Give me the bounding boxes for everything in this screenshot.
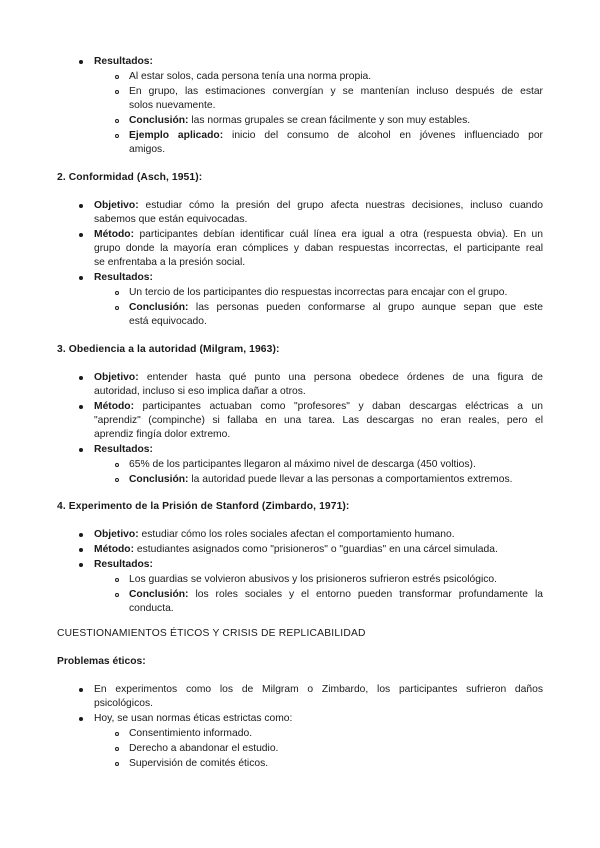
section-title-milgram: 3. Obediencia a la autoridad (Milgram, 1963): (57, 344, 280, 355)
ethics-heading: CUESTIONAMIENTOS ÉTICOS Y CRISIS DE REPLICABILIDAD (57, 628, 366, 639)
resultados-label: Resultados: (94, 56, 153, 67)
method-text: estudiantes asignados como "prisioneros" o "guardias" en una cárcel simulada. (136, 544, 498, 555)
bullet-circle (115, 75, 119, 79)
bullet-dot (79, 233, 83, 237)
bullet-circle (115, 134, 119, 138)
method-label: Método: (94, 229, 135, 240)
conclusion-continuation: conducta. (129, 603, 174, 614)
ethics-item: En experimentos como los de Milgram o Zimbardo, los participantes sufrieron daños (94, 684, 543, 695)
result-item: 65% de los participantes llegaron al máximo nivel de descarga (450 voltios). (129, 459, 476, 470)
bullet-circle (115, 478, 119, 482)
objective-text: entender hasta qué punto una persona obedece órdenes de una figura de (146, 372, 543, 383)
ethics-subheading: Problemas éticos: (57, 656, 146, 667)
example-text: inicio del consumo de alcohol en jóvenes influenciado por (232, 130, 543, 141)
resultados-label: Resultados: (94, 444, 153, 455)
result-item: En grupo, las estimaciones convergían y se mantenían incluso después de estar (129, 86, 543, 97)
method-text: participantes actuaban como "profesores" y daban descargas eléctricas a un (142, 401, 543, 412)
conclusion-item (129, 301, 543, 315)
bullet-dot (79, 563, 83, 567)
bullet-circle (115, 578, 119, 582)
bullet-circle (115, 119, 119, 123)
bullet-circle (115, 463, 119, 467)
bullet-dot (79, 204, 83, 208)
conclusion-label: Conclusión: (129, 115, 189, 126)
bullet-dot (79, 533, 83, 537)
objective-continuation: autoridad, incluso si eso implica dañar a otros. (94, 386, 306, 397)
conclusion-text: la autoridad puede llevar a las personas a comportamientos extremos. (191, 474, 513, 485)
bullet-circle (115, 291, 119, 295)
ethics-subitem: Derecho a abandonar el estudio. (129, 743, 279, 754)
method-item (94, 228, 543, 242)
objective-continuation: sabemos que están equivocadas. (94, 214, 248, 225)
result-item: Un tercio de los participantes dio respuestas incorrectas para encajar con el grupo. (129, 287, 508, 298)
method-item (94, 400, 543, 414)
objective-item (94, 371, 543, 385)
conclusion-text: las normas grupales se crean fácilmente y son muy estables. (191, 115, 471, 126)
bullet-circle (115, 732, 119, 736)
conclusion-label: Conclusión: (129, 474, 189, 485)
bullet-dot (79, 717, 83, 721)
ethics-subitem: Consentimiento informado. (129, 728, 253, 739)
bullet-dot (79, 688, 83, 692)
objective-item (94, 528, 455, 542)
conclusion-label: Conclusión: (129, 589, 189, 600)
result-item: Los guardias se volvieron abusivos y los prisioneros sufrieron estrés psicológico. (129, 574, 498, 585)
example-item (129, 129, 543, 143)
objective-text: estudiar cómo la presión del grupo afecta nuestras decisiones, incluso cuando (145, 200, 543, 211)
bullet-circle (115, 306, 119, 310)
objective-label: Objetivo: (94, 200, 139, 211)
bullet-dot (79, 60, 83, 64)
section-title-asch: 2. Conformidad (Asch, 1951): (57, 172, 203, 183)
bullet-circle (115, 90, 119, 94)
method-label: Método: (94, 544, 135, 555)
bullet-circle (115, 762, 119, 766)
method-continuation: "aprendiz" (compinche) si fallaba en una tarea. Las descargas no eran reales, pero el (94, 415, 543, 426)
result-item: Al estar solos, cada persona tenía una norma propia. (129, 71, 372, 82)
conclusion-continuation: está equivocado. (129, 316, 207, 327)
conclusion-item (129, 473, 512, 487)
method-continuation: grupo donde la mayoría eran cómplices y daban respuestas incorrectas, el participante real (94, 243, 543, 254)
method-item (94, 543, 498, 557)
bullet-dot (79, 376, 83, 380)
method-continuation: se enfrentaba a la presión social. (94, 257, 246, 268)
ethics-item: Hoy, se usan normas éticas estrictas como: (94, 713, 293, 724)
conclusion-label: Conclusión: (129, 302, 189, 313)
ethics-item-continuation: psicológicos. (94, 698, 153, 709)
bullet-circle (115, 747, 119, 751)
conclusion-item (129, 114, 470, 128)
objective-text: estudiar cómo los roles sociales afectan el comportamiento humano. (141, 529, 455, 540)
objective-label: Objetivo: (94, 529, 139, 540)
method-label: Método: (94, 401, 135, 412)
resultados-label: Resultados: (94, 272, 153, 283)
conclusion-text: las personas pueden conformarse al grupo aunque sepan que este (195, 302, 543, 313)
bullet-circle (115, 593, 119, 597)
example-label: Ejemplo aplicado: (129, 130, 224, 141)
objective-item (94, 199, 543, 213)
method-text: participantes debían identificar cuál línea era igual a otra (respuesta obvia). En un (139, 229, 543, 240)
resultados-label: Resultados: (94, 559, 153, 570)
bullet-dot (79, 276, 83, 280)
ethics-subitem: Supervisión de comités éticos. (129, 758, 269, 769)
conclusion-item (129, 588, 543, 602)
bullet-dot (79, 405, 83, 409)
objective-label: Objetivo: (94, 372, 139, 383)
result-item-continuation: solos nuevamente. (129, 100, 216, 111)
bullet-dot (79, 448, 83, 452)
method-continuation: aprendiz fingía dolor extremo. (94, 429, 231, 440)
section-title-stanford: 4. Experimento de la Prisión de Stanford (Zimbardo, 1971): (57, 501, 350, 512)
bullet-dot (79, 548, 83, 552)
example-continuation: amigos. (129, 144, 166, 155)
conclusion-text: los roles sociales y el entorno pueden transformar profundamente la (195, 589, 543, 600)
